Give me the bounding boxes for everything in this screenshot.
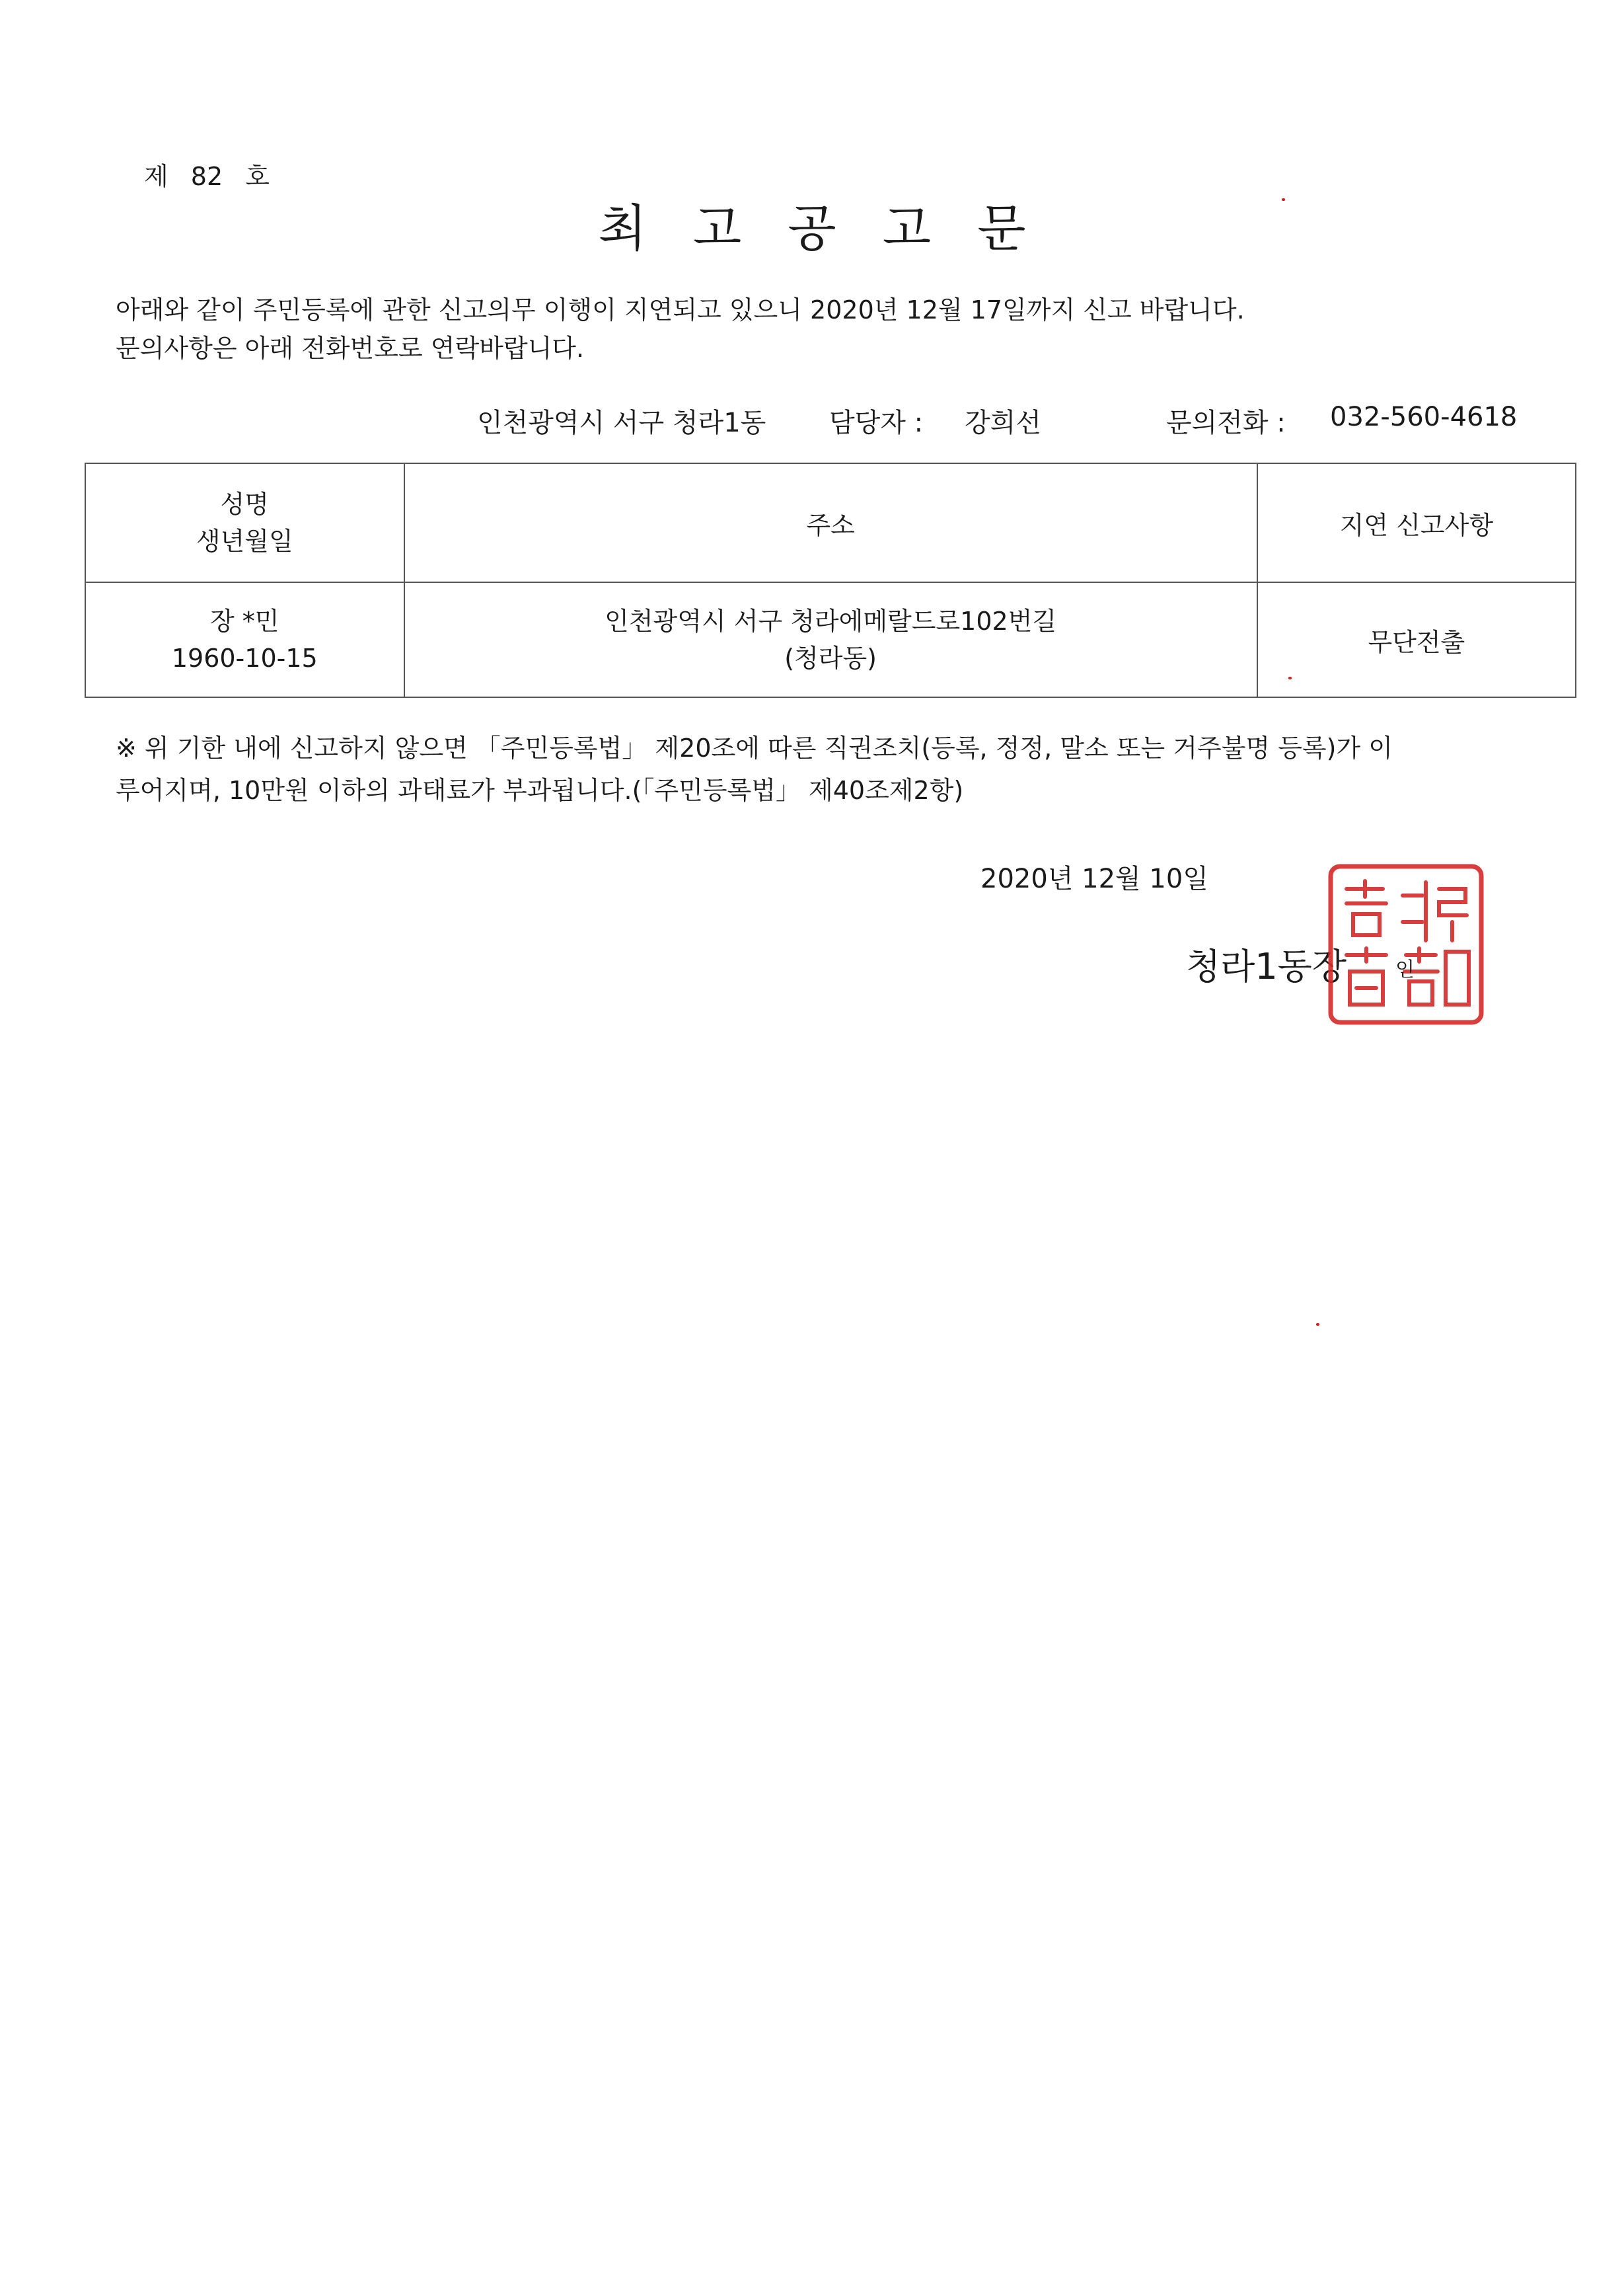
intro-line: 문의사항은 아래 전화번호로 연락바랍니다. [116, 334, 585, 363]
birth-date: 1960-10-15 [171, 644, 318, 673]
header-address: 주소 [404, 463, 1257, 582]
seal-mark: 인 [1395, 958, 1415, 981]
print-speck [1288, 677, 1292, 679]
cell-status: 무단전출 [1257, 582, 1576, 697]
notice-line: ※ 위 기한 내에 신고하지 않으면 「주민등록법」 제20조에 따른 직권조치(등록, 정정, 말소 또는 거주불명 등록)가 이 [116, 734, 1393, 763]
person-name: 강희선 [965, 408, 1041, 438]
address-district: (청라동) [784, 644, 877, 673]
issue-date: 2020년 12월 10일 [980, 864, 1208, 894]
document-number: 제 82 호 [144, 162, 270, 191]
legal-notice [116, 727, 1393, 812]
cell-address [404, 582, 1257, 697]
phone-number: 032-560-4618 [1330, 402, 1518, 432]
table-header-row [85, 463, 1576, 582]
print-speck [1282, 198, 1285, 201]
header-name-birth [85, 463, 404, 582]
person-masked-name: 장 *민 [210, 607, 279, 636]
notice-table [85, 463, 1576, 698]
print-speck [1316, 1323, 1319, 1326]
document-title: 최고공고문 [598, 199, 1072, 258]
address-line: 인천광역시 서구 청라에메랄드로102번길 [605, 607, 1057, 636]
intro-text [116, 291, 1245, 367]
header-status: 지연 신고사항 [1257, 463, 1576, 582]
official-seal-stamp [1327, 862, 1485, 1026]
table-row [85, 582, 1576, 697]
intro-line: 아래와 같이 주민등록에 관한 신고의무 이행이 지연되고 있으니 2020년 12월 17일까지 신고 바랍니다. [116, 295, 1245, 324]
cell-name-birth [85, 582, 404, 697]
person-label: 담당자 : [829, 408, 924, 438]
phone-label: 문의전화 : [1166, 408, 1286, 438]
header-name: 성명 [220, 490, 269, 519]
header-birth: 생년월일 [196, 527, 293, 556]
signer-title: 청라1동장 [1186, 946, 1347, 987]
office-name: 인천광역시 서구 청라1동 [477, 408, 766, 438]
notice-line: 루어지며, 10만원 이하의 과태료가 부과됩니다.(「주민등록법」 제40조제2항) [116, 776, 964, 805]
